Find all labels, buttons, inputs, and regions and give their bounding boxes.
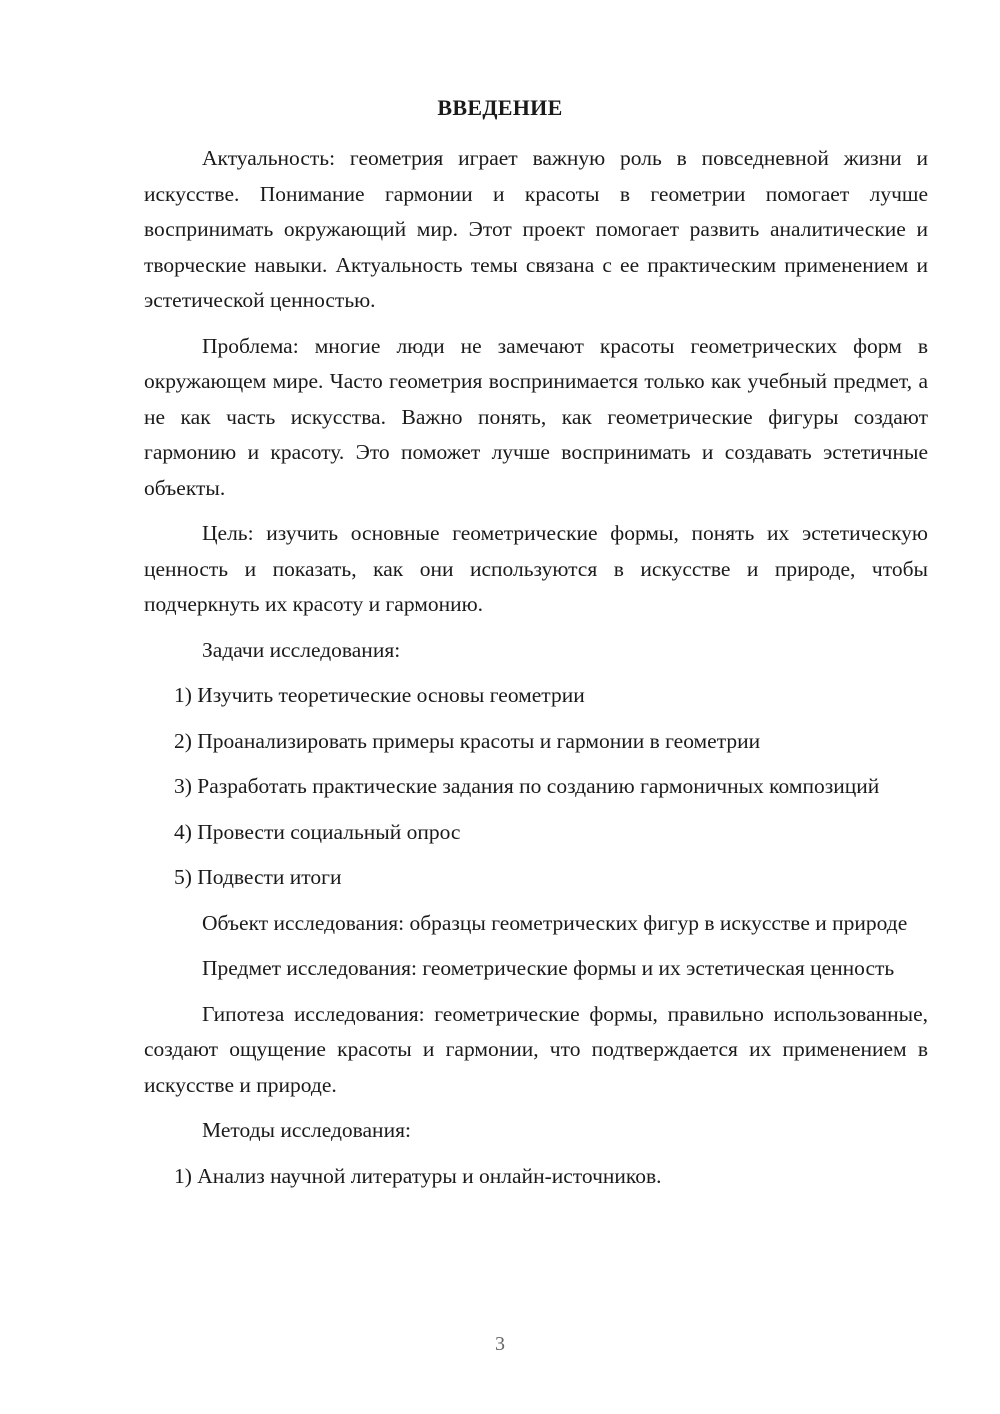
- problem-paragraph: Проблема: многие люди не замечают красоты геометрических форм в окружающем мире. Часто геометрия воспринимается только как учебный предмет, а не как часть искусства. Важно понять, как геометрические фигуры создают гармонию и красоту. Это поможет лучше воспринимать и создавать эстетичные объекты.: [144, 333, 928, 500]
- object-paragraph: Объект исследования: образцы геометрических фигур в искусстве и природе: [202, 910, 908, 935]
- hypothesis-paragraph: Гипотеза исследования: геометрические формы, правильно использованные, создают ощущение красоты и гармонии, что подтверждается их применением в искусстве и природе.: [144, 1001, 928, 1097]
- page-heading: ВВЕДЕНИЕ: [437, 95, 563, 120]
- page-number: 3: [495, 1333, 505, 1355]
- goal-paragraph: Цель: изучить основные геометрические формы, понять их эстетическую ценность и показать, как они используются в искусстве и природе, чтобы подчеркнуть их красоту и гармонию.: [144, 521, 928, 616]
- task-item: 3) Разработать практические задания по созданию гармоничных композиций: [174, 774, 880, 798]
- method-item: 1) Анализ научной литературы и онлайн-источников.: [174, 1163, 662, 1188]
- subject-paragraph: Предмет исследования: геометрические формы и их эстетическая ценность: [202, 956, 895, 980]
- tasks-title: Задачи исследования:: [202, 637, 401, 662]
- document-body: [144, 141, 928, 1204]
- relevance-paragraph: Актуальность: геометрия играет важную роль в повседневной жизни и искусстве. Понимание гармонии и красоты в геометрии помогает лучше воспринимать окружающий мир. Этот проект помогает развить аналитические и творческие навыки. Актуальность темы связана с ее практическим применением и эстетической ценностью.: [144, 146, 928, 312]
- task-item: 2) Проанализировать примеры красоты и гармонии в геометрии: [174, 728, 761, 753]
- task-item: 5) Подвести итоги: [174, 865, 342, 889]
- methods-title: Методы исследования:: [202, 1118, 411, 1142]
- task-item: 1) Изучить теоретические основы геометрии: [174, 683, 585, 707]
- task-item: 4) Провести социальный опрос: [174, 819, 461, 844]
